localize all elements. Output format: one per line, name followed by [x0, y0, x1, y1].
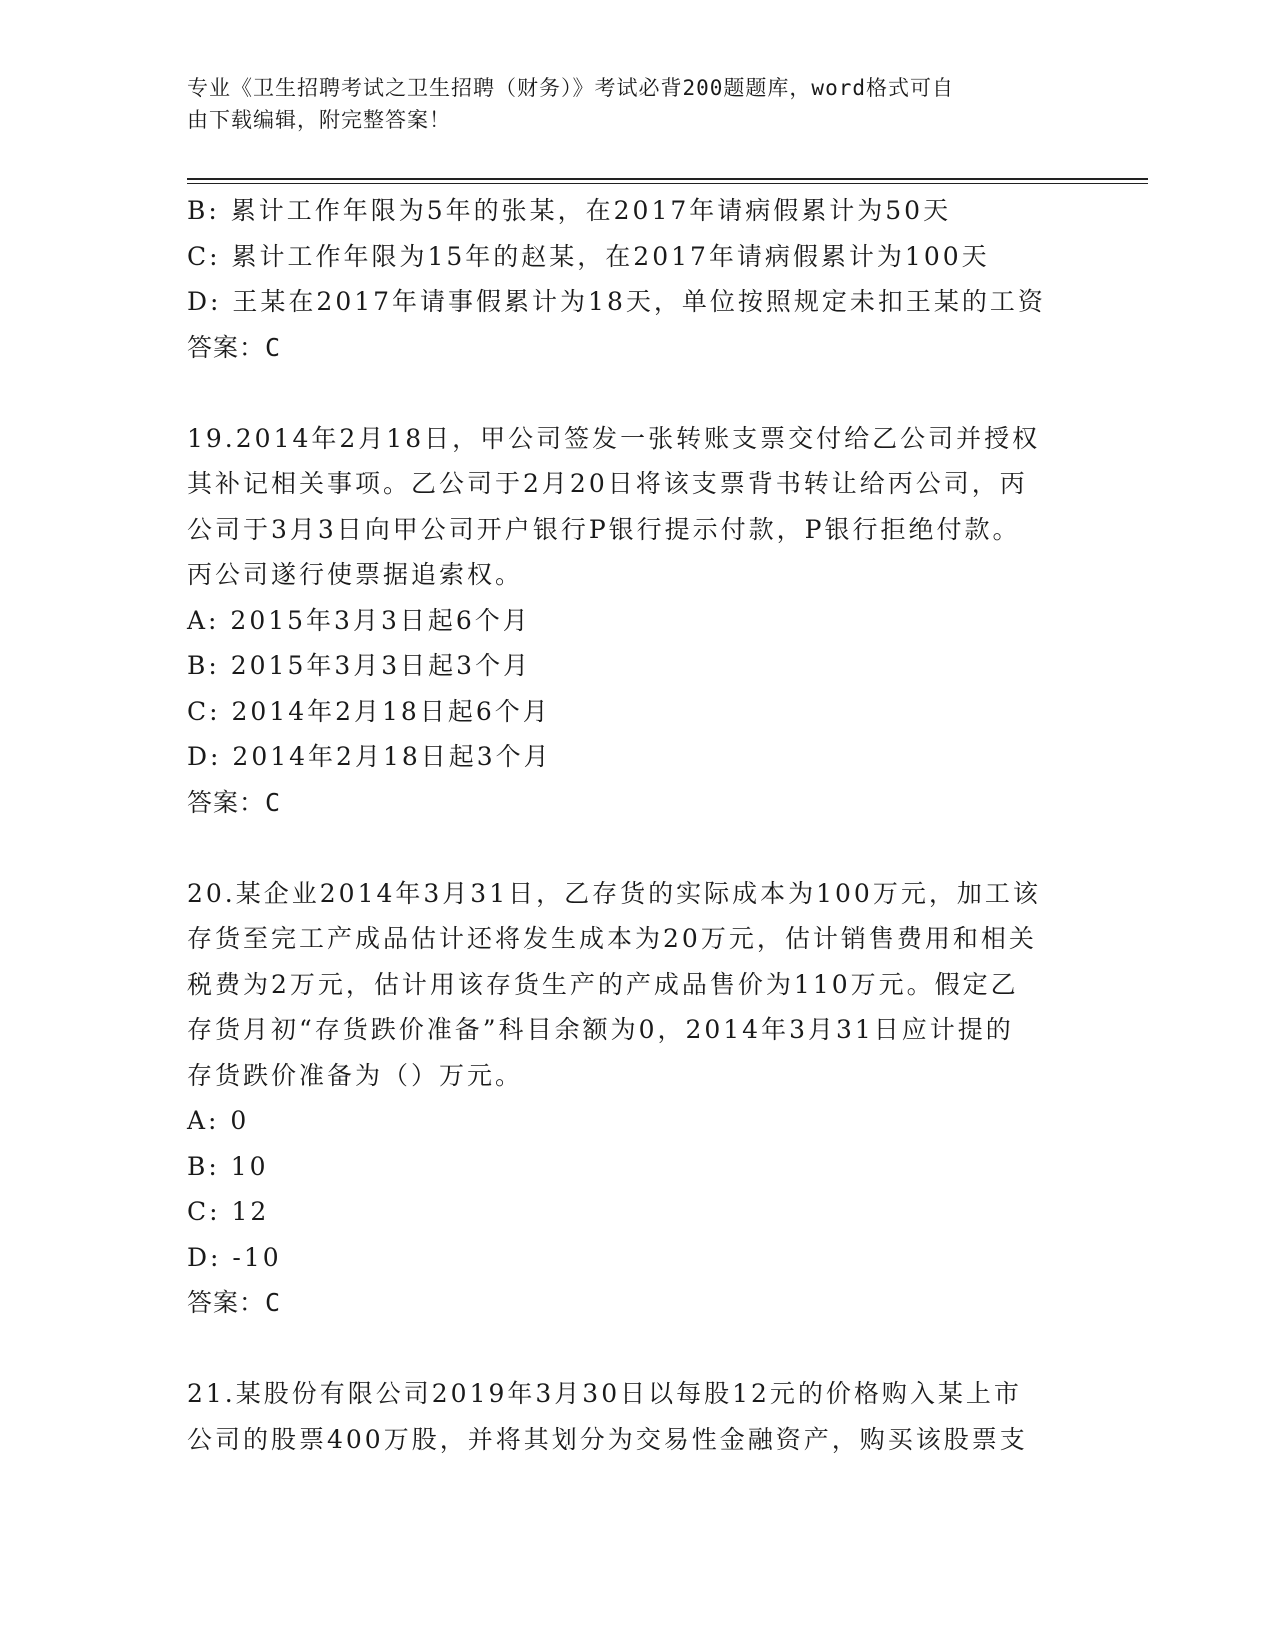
question-stem-line: 公司的股票400万股，并将其划分为交易性金融资产，购买该股票支	[187, 1424, 1028, 1454]
option-b: B: 2015年3月3日起3个月	[187, 651, 532, 680]
question-stem-line: 公司于3月3日向甲公司开户银行P银行提示付款，P银行拒绝付款。	[187, 514, 1021, 544]
option-d: D: 王某在2017年请事假累计为18天，单位按照规定未扣王某的工资	[187, 287, 1046, 316]
question-stem-line: 税费为2万元，估计用该存货生产的产成品售价为110万元。假定乙	[187, 969, 1019, 999]
option-d: D: -10	[187, 1242, 282, 1272]
question-19	[187, 416, 1087, 826]
question-stem-line: 存货至完工产成品估计还将发生成本为20万元，估计销售费用和相关	[187, 924, 1037, 953]
option-b: B: 10	[187, 1151, 269, 1181]
option-a: A: 0	[187, 1106, 250, 1135]
question-stem-line: 丙公司遂行使票据追索权。	[187, 560, 524, 589]
question-stem-line: 21.某股份有限公司2019年3月30日以每股12元的价格购入某上市	[187, 1379, 1022, 1408]
option-c: C: 累计工作年限为15年的赵某，在2017年请病假累计为100天	[187, 241, 990, 271]
question-20	[187, 871, 1087, 1326]
question-stem-line: 其补记相关事项。乙公司于2月20日将该支票背书转让给丙公司，丙	[187, 469, 1028, 498]
answer-line: 答案：C	[187, 332, 282, 362]
document-body	[187, 188, 1087, 1462]
spacer	[187, 825, 1087, 871]
question-stem-line: 19.2014年2月18日，甲公司签发一张转账支票交付给乙公司并授权	[187, 423, 1041, 453]
option-d: D: 2014年2月18日起3个月	[187, 742, 552, 771]
document-header	[187, 72, 1067, 136]
answer-line: 答案：C	[187, 787, 282, 817]
header-rule-thin	[187, 183, 1148, 184]
question-stem-line: 存货月初“存货跌价准备”科目余额为0，2014年3月31日应计提的	[187, 1015, 1014, 1044]
header-title-line-2: 由下载编辑，附完整答案！	[187, 108, 451, 132]
option-c: C: 2014年2月18日起6个月	[187, 696, 551, 726]
spacer	[187, 1326, 1087, 1372]
question-stem-line: 20.某企业2014年3月31日，乙存货的实际成本为100万元，加工该	[187, 878, 1041, 908]
question-21	[187, 1371, 1087, 1462]
option-b: B: 累计工作年限为5年的张某，在2017年请病假累计为50天	[187, 196, 952, 225]
option-c: C: 12	[187, 1197, 270, 1226]
spacer	[187, 370, 1087, 416]
header-rule-thick	[187, 178, 1148, 180]
header-title-line-1: 专业《卫生招聘考试之卫生招聘（财务）》考试必背200题题库，word格式可自	[187, 76, 954, 100]
question-stem-line: 存货跌价准备为（）万元。	[187, 1060, 524, 1090]
answer-line: 答案：C	[187, 1288, 282, 1317]
option-a: A: 2015年3月3日起6个月	[187, 605, 531, 635]
question-18-tail	[187, 188, 1087, 370]
